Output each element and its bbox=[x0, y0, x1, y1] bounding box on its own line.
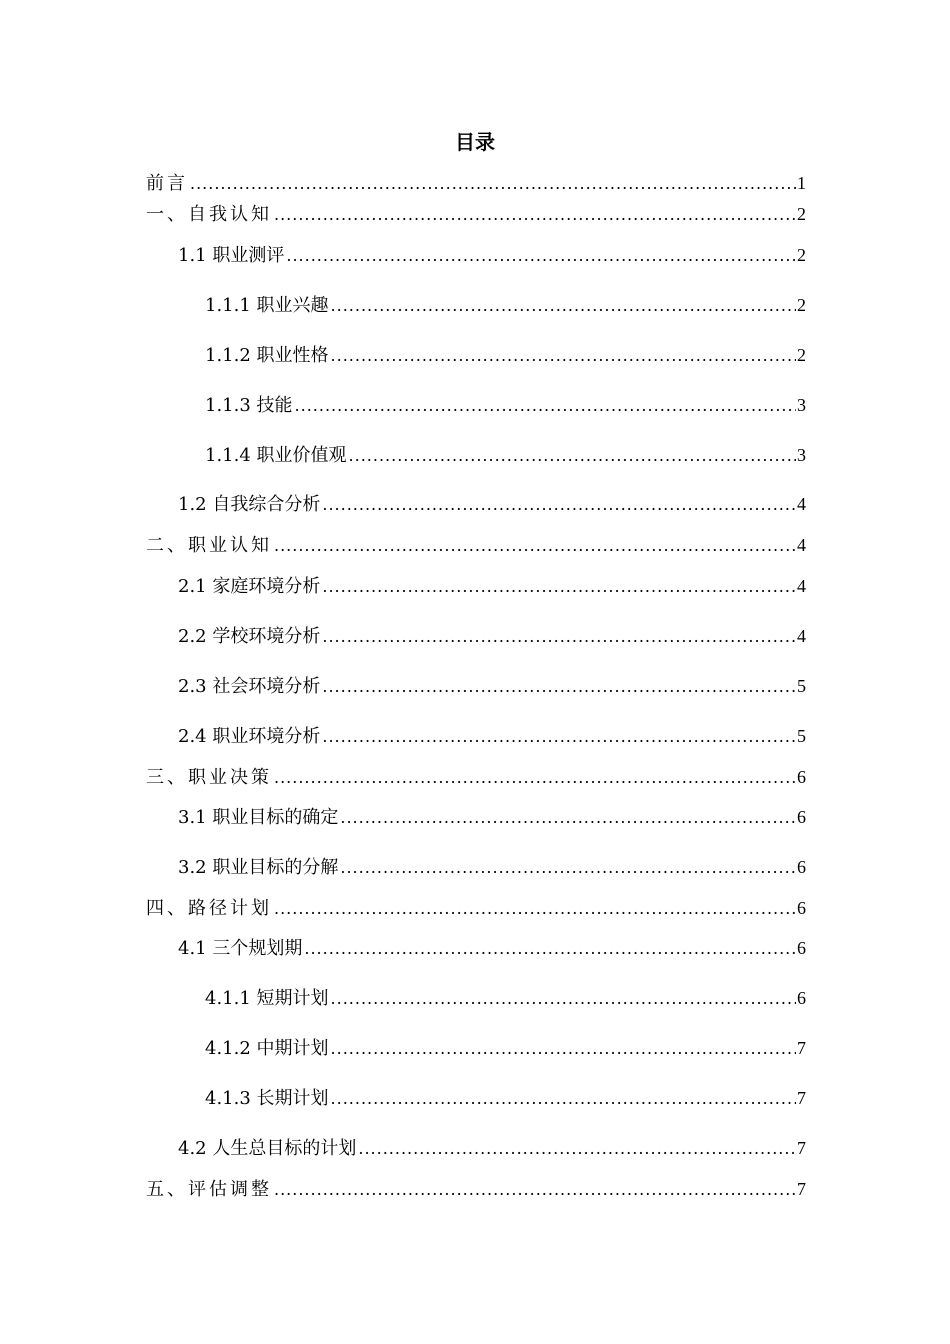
toc-entry[interactable] bbox=[178, 855, 806, 879]
toc-dot-leader bbox=[274, 534, 796, 557]
toc-entry[interactable] bbox=[205, 986, 806, 1010]
toc-entry-label: 4.1.2 中期计划 bbox=[205, 1038, 329, 1059]
toc-entry-page-number: 5 bbox=[797, 676, 806, 696]
toc-entry[interactable] bbox=[178, 936, 806, 960]
toc-entry[interactable] bbox=[205, 393, 806, 417]
toc-entry-label: 1.1 职业测评 bbox=[178, 245, 285, 266]
toc-entry-label: 3.2 职业目标的分解 bbox=[178, 857, 339, 878]
toc-entry-label: 2.3 社会环境分析 bbox=[178, 676, 321, 697]
toc-title: 目录 bbox=[455, 130, 495, 154]
toc-entry-label: 前言 bbox=[146, 173, 188, 194]
toc-dot-leader bbox=[340, 806, 796, 829]
toc-entry-label: 2.4 职业环境分析 bbox=[178, 726, 321, 747]
toc-entry-page-number: 2 bbox=[797, 245, 806, 265]
toc-entry-label: 4.1 三个规划期 bbox=[178, 938, 303, 959]
toc-entry[interactable] bbox=[146, 765, 806, 789]
toc-dot-leader bbox=[322, 675, 796, 698]
toc-entry-label: 五、评估调整 bbox=[146, 1179, 272, 1200]
toc-entry[interactable] bbox=[178, 674, 806, 698]
toc-entry-page-number: 6 bbox=[797, 898, 806, 918]
toc-entry-page-number: 6 bbox=[797, 938, 806, 958]
toc-dot-leader bbox=[331, 344, 796, 367]
toc-entry-page-number: 1 bbox=[797, 173, 806, 193]
toc-dot-leader bbox=[358, 1137, 796, 1160]
toc-entry[interactable] bbox=[146, 1177, 806, 1201]
toc-dot-leader bbox=[274, 203, 796, 226]
toc-entry-label: 1.1.2 职业性格 bbox=[205, 345, 329, 366]
toc-dot-leader bbox=[340, 856, 796, 879]
toc-dot-leader bbox=[331, 987, 796, 1010]
toc-entry-page-number: 4 bbox=[797, 576, 806, 596]
toc-entry-page-number: 2 bbox=[797, 204, 806, 224]
toc-entry-page-number: 3 bbox=[797, 395, 806, 415]
toc-entry-page-number: 7 bbox=[797, 1179, 806, 1199]
toc-entry[interactable] bbox=[146, 202, 806, 226]
toc-entry-page-number: 4 bbox=[797, 494, 806, 514]
toc-dot-leader bbox=[304, 937, 796, 960]
toc-dot-leader bbox=[331, 1087, 796, 1110]
toc-entry[interactable] bbox=[205, 343, 806, 367]
toc-dot-leader bbox=[274, 766, 796, 789]
toc-entry-label: 1.1.3 技能 bbox=[205, 395, 293, 416]
toc-dot-leader bbox=[274, 1178, 796, 1201]
toc-entry-label: 1.2 自我综合分析 bbox=[178, 494, 321, 515]
toc-entry-page-number: 4 bbox=[797, 535, 806, 555]
toc-entry-label: 4.1.3 长期计划 bbox=[205, 1088, 329, 1109]
toc-entry[interactable] bbox=[146, 171, 806, 195]
toc-entry[interactable] bbox=[205, 293, 806, 317]
toc-entry-page-number: 2 bbox=[797, 345, 806, 365]
toc-dot-leader bbox=[286, 244, 796, 267]
toc-entry-label: 2.2 学校环境分析 bbox=[178, 626, 321, 647]
toc-dot-leader bbox=[274, 897, 796, 920]
toc-entry[interactable] bbox=[178, 624, 806, 648]
toc-entry-label: 1.1.1 职业兴趣 bbox=[205, 295, 329, 316]
toc-dot-leader bbox=[190, 172, 796, 195]
toc-entry[interactable] bbox=[178, 492, 806, 516]
toc-entry[interactable] bbox=[146, 896, 806, 920]
toc-entry[interactable] bbox=[178, 574, 806, 598]
toc-entry-page-number: 5 bbox=[797, 726, 806, 746]
toc-entry[interactable] bbox=[178, 1136, 806, 1160]
toc-entry[interactable] bbox=[178, 243, 806, 267]
toc-entry[interactable] bbox=[178, 724, 806, 748]
toc-dot-leader bbox=[322, 493, 796, 516]
toc-entry-label: 2.1 家庭环境分析 bbox=[178, 576, 321, 597]
toc-entry-label: 一、自我认知 bbox=[146, 204, 272, 225]
toc-entry-page-number: 7 bbox=[797, 1038, 806, 1058]
toc-entry-page-number: 6 bbox=[797, 857, 806, 877]
toc-entry[interactable] bbox=[146, 533, 806, 557]
toc-entry-page-number: 7 bbox=[797, 1088, 806, 1108]
toc-dot-leader bbox=[331, 1037, 796, 1060]
toc-entry[interactable] bbox=[178, 805, 806, 829]
toc-entry-page-number: 2 bbox=[797, 295, 806, 315]
toc-dot-leader bbox=[322, 575, 796, 598]
toc-entry-label: 4.1.1 短期计划 bbox=[205, 988, 329, 1009]
toc-entry[interactable] bbox=[205, 1086, 806, 1110]
toc-dot-leader bbox=[295, 394, 796, 417]
toc-entry-label: 二、职业认知 bbox=[146, 535, 272, 556]
toc-entry[interactable] bbox=[205, 1036, 806, 1060]
toc-entry-page-number: 7 bbox=[797, 1138, 806, 1158]
toc-entry-label: 1.1.4 职业价值观 bbox=[205, 445, 347, 466]
toc-entry-page-number: 4 bbox=[797, 626, 806, 646]
toc-entry-page-number: 3 bbox=[797, 445, 806, 465]
toc-entry-page-number: 6 bbox=[797, 988, 806, 1008]
toc-dot-leader bbox=[331, 294, 796, 317]
toc-dot-leader bbox=[322, 625, 796, 648]
toc-dot-leader bbox=[322, 725, 796, 748]
toc-entry-page-number: 6 bbox=[797, 807, 806, 827]
toc-entry[interactable] bbox=[205, 443, 806, 467]
toc-entry-label: 四、路径计划 bbox=[146, 898, 272, 919]
toc-entry-page-number: 6 bbox=[797, 767, 806, 787]
toc-entry-label: 三、职业决策 bbox=[146, 767, 272, 788]
toc-entry-label: 4.2 人生总目标的计划 bbox=[178, 1138, 357, 1159]
toc-dot-leader bbox=[349, 444, 796, 467]
toc-entry-label: 3.1 职业目标的确定 bbox=[178, 807, 339, 828]
